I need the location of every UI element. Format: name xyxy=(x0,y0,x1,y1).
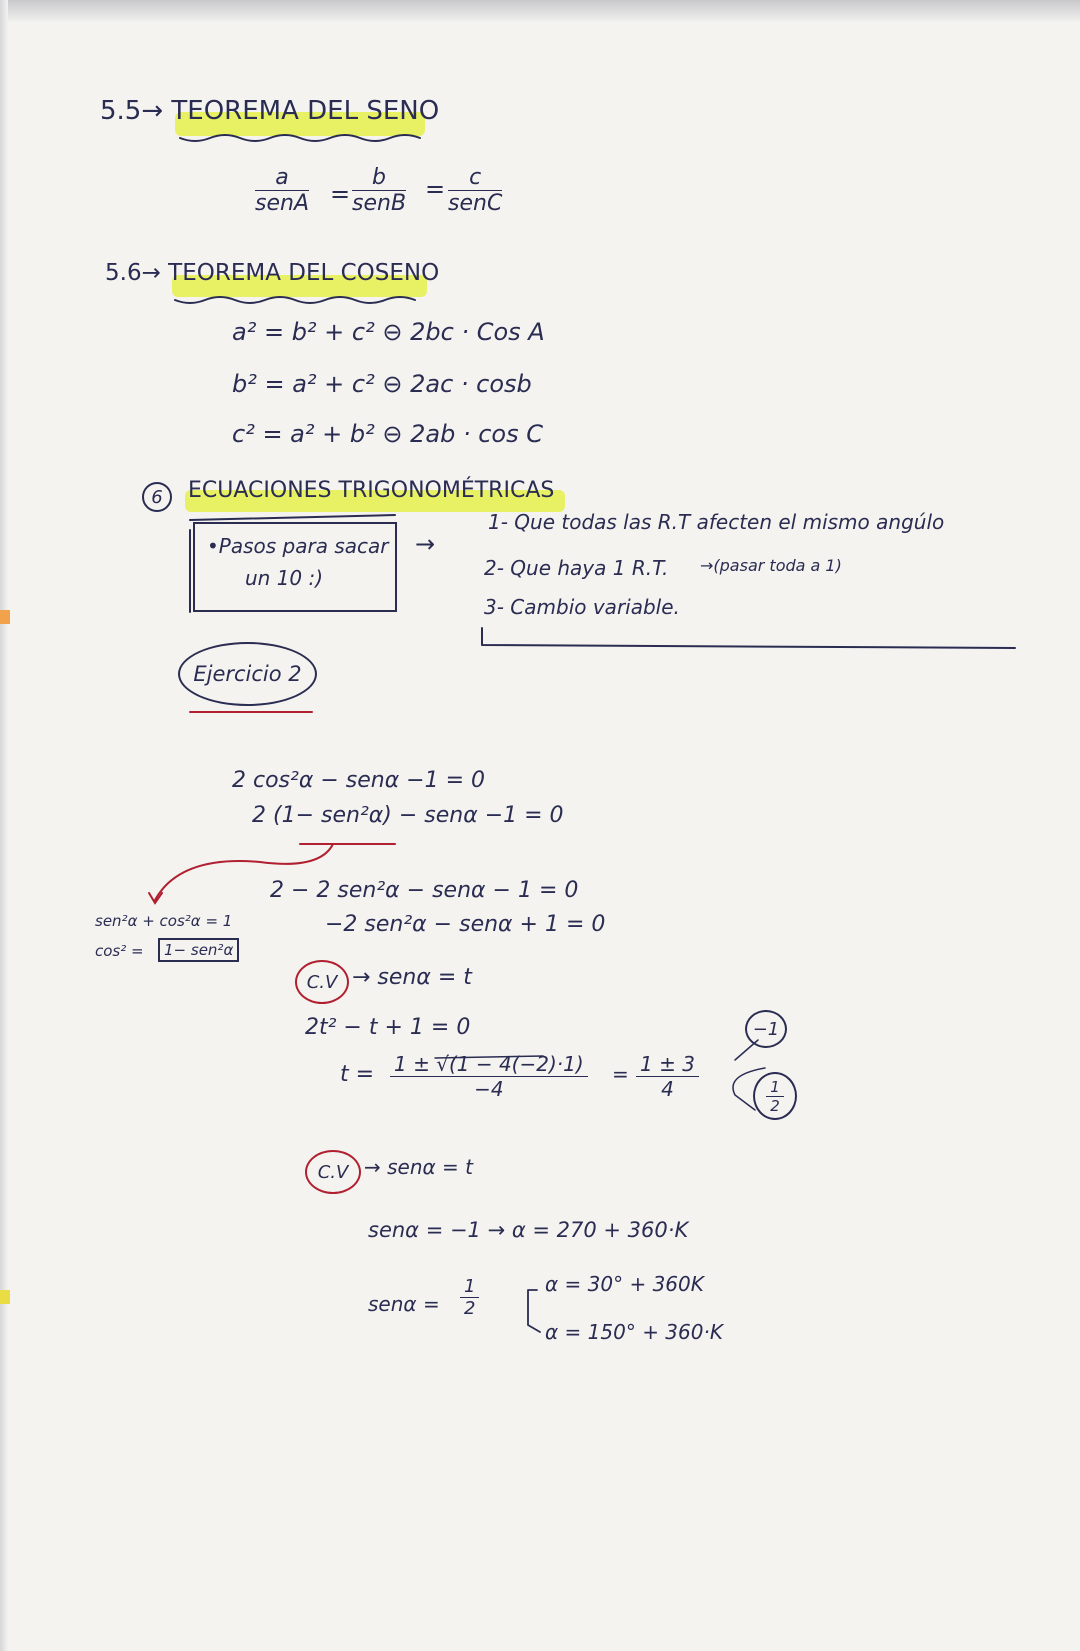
identity: cos² = xyxy=(95,942,144,960)
formula-prefix: t = xyxy=(340,1062,375,1087)
numerator: 1 xyxy=(766,1078,784,1097)
equation-line: −2 sen²α − senα + 1 = 0 xyxy=(325,912,606,937)
cv-substitution: → senα = t xyxy=(352,965,472,990)
cosine-eq-a: a² = b² + c² ⊖ 2bc · Cos A xyxy=(232,318,545,346)
numerator: 1 xyxy=(460,1276,479,1298)
section-number: 6 xyxy=(151,486,163,508)
numerator: 1 ± √(1 − 4(−2)·1) xyxy=(390,1052,588,1077)
equation-line: 2 (1− sen²α) − senα −1 = 0 xyxy=(252,803,564,828)
sine-theorem-title: 5.5→ TEOREMA DEL SENO xyxy=(100,96,440,126)
cosine-eq-c: c² = a² + b² ⊖ 2ab · cos C xyxy=(232,420,543,448)
denominator: 2 xyxy=(770,1096,780,1115)
arrow-right-icon: → xyxy=(415,530,436,558)
denominator: 2 xyxy=(464,1298,476,1319)
cv-label: C.V xyxy=(306,971,338,993)
identity-box: 1− sen²α xyxy=(158,938,239,962)
denominator: senB xyxy=(352,191,407,216)
equals-sign: = xyxy=(425,175,446,203)
cosine-eq-b: b² = a² + c² ⊖ 2ac · cosb xyxy=(232,370,532,398)
exercise-label: Ejercicio 2 xyxy=(193,662,302,686)
numerator: 1 ± 3 xyxy=(636,1052,699,1077)
equals-sign: = xyxy=(330,180,351,208)
box-line: un 10 :) xyxy=(245,566,324,590)
denominator: senC xyxy=(448,191,503,216)
denominator: −4 xyxy=(474,1077,504,1101)
denominator: 4 xyxy=(661,1077,674,1101)
step-3: 3- Cambio variable. xyxy=(484,595,680,619)
numerator: b xyxy=(352,165,406,191)
equation-line: 2 − 2 sen²α − senα − 1 = 0 xyxy=(270,878,579,903)
equals-sign: = xyxy=(612,1062,629,1086)
quadratic-equation: 2t² − t + 1 = 0 xyxy=(305,1015,471,1040)
numerator: a xyxy=(255,165,309,191)
step-2: 2- Que haya 1 R.T. xyxy=(484,556,669,580)
solution-2a: α = 30° + 360K xyxy=(545,1272,704,1296)
equation-line: 2 cos²α − senα −1 = 0 xyxy=(232,768,486,793)
step-2-note: →(pasar toda a 1) xyxy=(700,556,842,575)
solution-2b: α = 150° + 360·K xyxy=(545,1320,723,1344)
root-1: −1 xyxy=(752,1018,780,1040)
section-title: ECUACIONES TRIGONOMÉTRICAS xyxy=(188,478,555,503)
identity: sen²α + cos²α = 1 xyxy=(95,912,233,930)
cv-label: C.V xyxy=(317,1161,349,1183)
step-1: 1- Que todas las R.T afecten el mismo angúlo xyxy=(488,510,945,534)
denominator: senA xyxy=(255,191,309,216)
cosine-theorem-title: 5.6→ TEOREMA DEL COSENO xyxy=(105,260,440,286)
solution-2-prefix: senα = xyxy=(368,1292,440,1316)
numerator: c xyxy=(448,165,502,191)
solution-1: senα = −1 → α = 270 + 360·K xyxy=(368,1218,689,1242)
cv-substitution: → senα = t xyxy=(364,1155,474,1179)
box-line: •Pasos para sacar xyxy=(207,534,389,558)
